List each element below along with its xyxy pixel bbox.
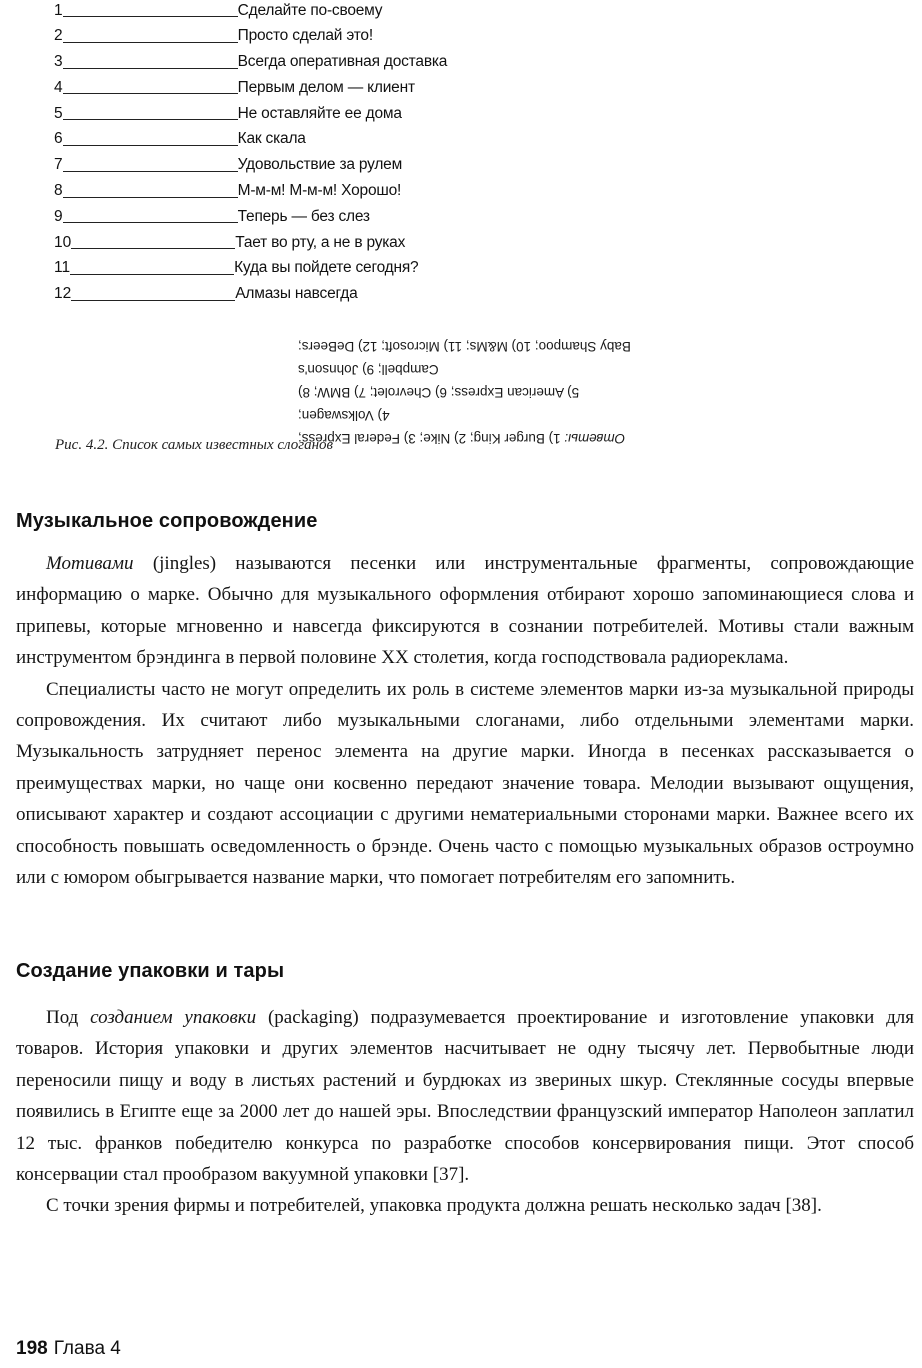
quiz-row-number: 7 xyxy=(54,156,63,174)
quiz-row xyxy=(54,46,754,72)
quiz-row xyxy=(54,97,754,123)
quiz-row xyxy=(54,175,754,201)
paragraph: Мотивами (jingles) называются песенки или инструментальные фрагменты, сопровождающие информацию о марке. Обычно для музыкального оформления отбирают хорошо запоминающиеся слова и припевы, которые мгновенно и навсегда фиксируются в сознании потребителей. Мотивы стали важным инструментом брэндинга в первой половине XX столетия, когда господствовала радиореклама. xyxy=(16,553,914,669)
answer-blank-line xyxy=(71,299,235,301)
quiz-row xyxy=(54,72,754,98)
answer-blank-line xyxy=(63,221,238,223)
quiz-row-slogan: Всегда оперативная доставка xyxy=(237,53,448,71)
quiz-row xyxy=(54,0,754,20)
quiz-row-slogan: Теперь — без слез xyxy=(237,207,370,225)
section-body-music xyxy=(16,548,914,893)
quiz-row-number: 1 xyxy=(54,1,63,19)
figure-caption: Рис. 4.2. Список самых известных слоганов xyxy=(55,437,334,453)
section-heading-packaging: Создание упаковки и тары xyxy=(16,960,285,982)
quiz-row xyxy=(54,278,754,304)
answers-line-2: 5) American Express; 6) Chevrolet; 7) BMW; 8) Campbell; 9) Johnson's xyxy=(298,362,580,400)
answer-blank-line xyxy=(63,144,238,146)
quiz-row-number: 5 xyxy=(54,104,63,122)
answers-line-3: Baby Shampoo; 10) M&Ms; 11) Microsoft; 12) DeBeers; xyxy=(298,339,631,354)
quiz-row xyxy=(54,226,754,252)
answer-blank-line xyxy=(63,92,238,94)
quiz-row-number: 11 xyxy=(54,259,71,277)
section-heading-music: Музыкальное сопровождение xyxy=(16,510,318,532)
quiz-row xyxy=(54,149,754,175)
answers-label: Ответы: xyxy=(564,431,626,446)
quiz-row-number: 2 xyxy=(54,27,63,45)
quiz-row-slogan: Первым делом — клиент xyxy=(237,78,415,96)
answer-blank-line xyxy=(70,273,234,275)
answer-blank-line xyxy=(63,67,238,69)
answer-blank-line xyxy=(71,247,235,249)
answer-blank-line xyxy=(63,118,238,120)
quiz-row-slogan: М-м-м! М-м-м! Хорошо! xyxy=(237,182,402,200)
quiz-row-slogan: Как скала xyxy=(237,130,306,148)
quiz-row-number: 9 xyxy=(54,207,63,225)
answers-upside-down xyxy=(298,335,638,450)
quiz-row-number: 6 xyxy=(54,130,63,148)
quiz-row-slogan: Удовольствие за рулем xyxy=(237,156,403,174)
answer-blank-line xyxy=(63,15,238,17)
chapter-label: Глава 4 xyxy=(53,1338,121,1359)
answers-line-1: Ответы: 1) Burger King; 2) Nike; 3) Federal Express; 4) Volkswagen; xyxy=(298,408,626,446)
quiz-row-slogan: Куда вы пойдете сегодня? xyxy=(234,259,419,277)
quiz-row-slogan: Просто сделай это! xyxy=(237,27,373,45)
quiz-row xyxy=(54,252,754,278)
page-number: 198 xyxy=(16,1338,48,1359)
quiz-row-number: 12 xyxy=(54,285,72,303)
quiz-row xyxy=(54,201,754,227)
page-footer xyxy=(16,1338,121,1360)
quiz-row-slogan: Сделайте по-своему xyxy=(237,1,383,19)
answer-blank-line xyxy=(63,41,238,43)
answer-blank-line xyxy=(63,196,238,198)
quiz-row-number: 8 xyxy=(54,182,63,200)
quiz-row-slogan: Тает во рту, а не в руках xyxy=(235,233,406,251)
quiz-row-number: 3 xyxy=(54,53,63,71)
slogan-quiz-list xyxy=(54,0,754,304)
paragraph: С точки зрения фирмы и потребителей, упаковка продукта должна решать несколько задач [38]. xyxy=(46,1195,822,1217)
term: созданием упаковки xyxy=(90,1007,257,1028)
quiz-row-slogan: Алмазы навсегда xyxy=(235,285,358,303)
paragraph: Под созданием упаковки (packaging) подразумевается проектирование и изготовление упаковки для товаров. История упаковки и других элементов насчитывает не одну тысячу лет. Первобытные люди переносили пищу и воду в листьях растений и бурдюках из звериных шкур. Стеклянные сосуды впервые появились в Египте еще за 2000 лет до нашей эры. Впоследствии французский император Наполеон заплатил 12 тыс. франков победителю конкурса по разработке способов консервирования пищи. Этот способ консервации стал прообразом вакуумной упаковки [37]. xyxy=(16,1007,914,1186)
quiz-row xyxy=(54,20,754,46)
quiz-row xyxy=(54,123,754,149)
quiz-row-number: 10 xyxy=(54,233,72,251)
answer-blank-line xyxy=(63,170,238,172)
section-body-packaging xyxy=(16,1002,914,1222)
quiz-row-slogan: Не оставляйте ее дома xyxy=(237,104,402,122)
quiz-row-number: 4 xyxy=(54,78,63,96)
paragraph: Специалисты часто не могут определить их роль в системе элементов марки из-за музыкальной природы сопровождения. Их считают либо музыкальными слоганами, либо отдельными элементами марки. Музыкальность затрудняет перенос элемента на другие марки. Иногда в песенках рассказывается о преимуществах марки, но чаще они косвенно передают значение товара. Мелодии вызывают ощущения, описывают характер и создают ассоциации с другими нематериальными сторонами марки. Важнее всего их способность повышать осведомленность о брэнде. Очень часто с помощью музыкальных образов остроумно или с юмором обыгрывается название марки, что помогает потребителям его запомнить. xyxy=(16,678,914,889)
term: Мотивами xyxy=(46,553,134,574)
